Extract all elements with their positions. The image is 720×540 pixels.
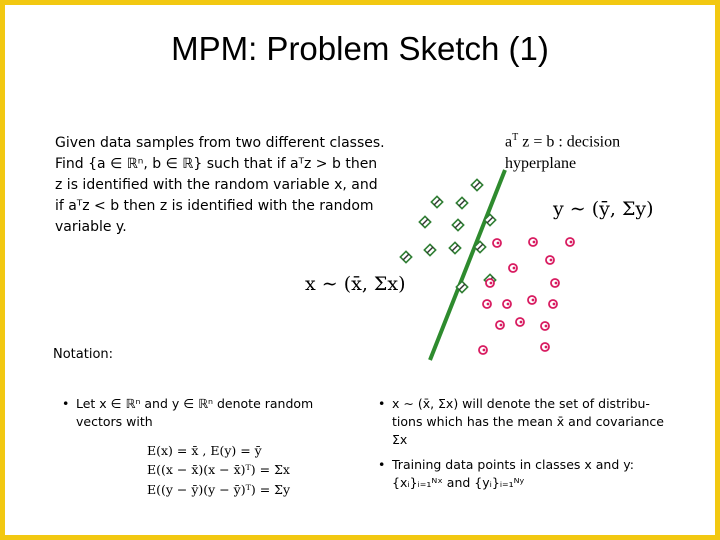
annotation-a: a — [505, 133, 513, 151]
y-class-point — [509, 264, 517, 272]
annotation-line2: hyperplane — [505, 155, 577, 173]
bullet-dot: • — [62, 396, 70, 411]
bullet-dot: • — [378, 457, 386, 472]
decision-hyperplane — [430, 170, 505, 360]
bullet-line: {xᵢ}ᵢ₌₁ᴺˣ and {yᵢ}ᵢ₌₁ᴺʸ — [392, 475, 525, 490]
equation-cov-y: E((y − ȳ)(y − ȳ)ᵀ) = Σy — [147, 482, 291, 497]
x-class-point — [471, 179, 482, 190]
y-class-point — [479, 346, 487, 354]
y-class-point — [503, 300, 511, 308]
y-class-point — [493, 239, 501, 247]
intro-line: variable y. — [55, 219, 127, 235]
bullet-line: x ∼ (x̄, Σx) will denote the set of distribu- — [392, 396, 650, 411]
notation-right-bullet-1 — [378, 395, 702, 449]
x-distribution-label: x ∼ (x̄, Σx) — [305, 273, 406, 295]
y-class-point — [516, 318, 524, 326]
y-class-points — [479, 238, 574, 354]
x-class-point — [456, 197, 467, 208]
y-class-point — [546, 256, 554, 264]
y-class-point — [551, 279, 559, 287]
annotation-rest: z = b : decision — [518, 133, 621, 151]
bullet-line: Let x ∈ ℝⁿ and y ∈ ℝⁿ denote random — [76, 396, 314, 411]
y-class-point — [496, 321, 504, 329]
y-class-point — [529, 238, 537, 246]
x-class-point — [452, 219, 463, 230]
y-class-point — [541, 343, 549, 351]
bullet-line: Σx — [392, 432, 408, 447]
intro-line: if aᵀz < b then z is identified with the random — [55, 198, 374, 214]
x-class-point — [419, 216, 430, 227]
x-class-point — [400, 251, 411, 262]
bullet-line: vectors with — [76, 414, 153, 429]
notation-right-bullet-2 — [378, 456, 702, 492]
annotation-sup: T — [512, 132, 519, 143]
y-class-point — [541, 322, 549, 330]
intro-line: Given data samples from two different classes. — [55, 135, 385, 151]
y-class-point — [486, 279, 494, 287]
intro-line: Find {a ∈ ℝⁿ, b ∈ ℝ} such that if aᵀz > b then — [55, 156, 378, 172]
bullet-dot: • — [378, 396, 386, 411]
bullet-line: Training data points in classes x and y: — [392, 457, 634, 472]
y-class-point — [483, 300, 491, 308]
intro-line: z is identified with the random variable x, and — [55, 177, 378, 193]
y-class-point — [566, 238, 574, 246]
y-class-point — [549, 300, 557, 308]
x-class-points — [400, 179, 495, 292]
slide-title: MPM: Problem Sketch (1) — [171, 30, 549, 67]
y-distribution-label: y ∼ (ȳ, Σy) — [553, 198, 654, 220]
y-class-point — [528, 296, 536, 304]
x-class-point — [449, 242, 460, 253]
notation-left-bullet — [62, 395, 366, 431]
x-class-point — [431, 196, 442, 207]
notation-heading: Notation: — [53, 347, 114, 362]
equation-cov-x: E((x − x̄)(x − x̄)ᵀ) = Σx — [147, 462, 290, 477]
x-class-point — [424, 244, 435, 255]
equation-means: E(x) = x̄ , E(y) = ȳ — [147, 443, 262, 458]
bullet-line: tions which has the mean x̄ and covariance — [392, 414, 664, 429]
